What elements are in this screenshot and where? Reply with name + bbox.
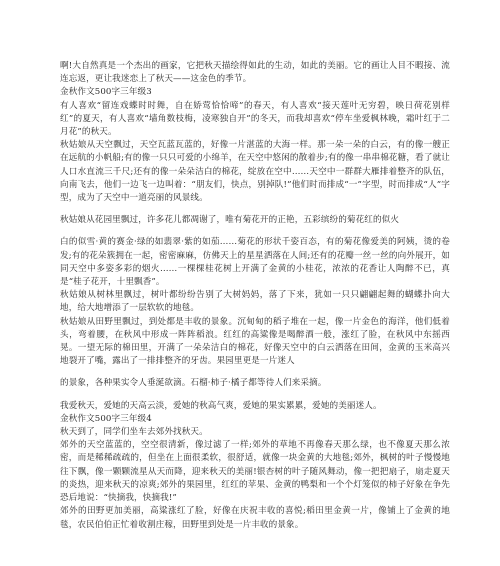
spacer [60, 368, 450, 377]
paragraph-3-7: 的景象，各种果实令人垂涎欲滴。石榴·柿子·橘子都等待人们来采摘。 [60, 378, 327, 389]
paragraph-3-4: 白的似雪·黄的赛金·绿的如翡翠·紫的如茄……菊花的形状千姿百态，有的菊花像爱美的阿姨，烫的卷发;有的花朵簇拥在一起，密密麻麻，仿佛天上的星星洒落在人间;还有的花瓣一丝一丝的向外展开，如同天空中多姿多彩的烟火……一棵棵桂花树上开满了金黄的小桂花，浓浓的花香让人陶醉不已，真是“桂子花开，十里飘香”。 [60, 237, 450, 288]
spacer [60, 391, 450, 400]
paragraph-3-8: 我爱秋天，爱她的天高云淡，爱她的秋高气爽，爱她的果实累累，爱她的美丽迷人。 [60, 400, 382, 411]
paragraph-4-3: 郊外的田野更加美丽，高粱涨红了脸，好像在庆祝丰收的喜悦;稻田里金黄一片，像铺上了金黄的地毯，农民伯伯正忙着收割庄稼，田野里到处是一片丰收的景象。 [60, 506, 450, 530]
essay-title-4: 金秋作文500字三年级4 [60, 413, 152, 424]
paragraph-4-1: 秋天到了，同学们坐车去郊外找秋天。 [60, 427, 208, 438]
paragraph-3-6: 秋姑娘从田野里飘过，到处都是丰收的景象。沉甸甸的稻子堆在一起，像一片金色的海洋，他们低着头，弯着腰，在秋风中形成一阵阵稻浪。红红的高粱像是喝醉酒一般，涨红了脸，在秋风中东摇西晃。一望无际的棉田里，开满了一朵朵洁白的棉花，好像天空中的白云洒落在田间，金黄的玉米高兴地裂开了嘴，露出了一排排整齐的牙齿。果园里更是一片迷人 [60, 316, 450, 367]
spacer [60, 227, 450, 236]
paragraph-3-3: 秋姑娘从花园里飘过，许多花儿都凋谢了，唯有菊花开的正艳，五彩缤纷的菊花红的似火 [60, 215, 400, 226]
paragraph-4-2: 郊外的天空蓝蓝的，空空很清新，像过滤了一样;郊外的草地不再像春天那么绿，也不像夏天那么浓密，而是稀稀疏疏的，但坐在上面很柔软，很舒适，就像一块金黄的大地毯;郊外，枫树的叶子慢慢地往下飘，像一颗颗流星从天而降，迎来秋天的美丽!银杏树的叶子随风舞动，像一把把扇子，扇走夏天的炎热，迎来秋天的凉爽;郊外的果园里，红红的苹果、金黄的鸭梨和一个个灯笼似的柿子好象在争先恐后地说：“快摘我，快摘我!” [60, 440, 450, 504]
spacer [60, 205, 450, 214]
document-page [60, 60, 450, 532]
paragraph-3-1: 有人喜欢“留连戏蝶时时舞，自在娇莺恰恰啼”的春天，有人喜欢“接天莲叶无穷碧，映日荷花别样红”的夏天，有人喜欢“墙角数枝梅，凌寒独自开”的冬天，而我却喜欢“停车坐爱枫林晚，霜叶红于二月花”的秋天。 [60, 100, 450, 138]
intro-paragraph: 啊!大自然真是一个杰出的画家，它把秋天描绘得如此的生动，如此的美丽。它的画让人目不暇接、流连忘返，更让我迷恋上了秋天——这金色的季节。 [60, 61, 450, 85]
paragraph-3-5: 秋姑娘从树林里飘过，树叶都纷纷告别了大树妈妈，落了下来，犹如一只只翩翩起舞的蝴蝶扑向大地，给大地增添了一层软软的地毯。 [60, 290, 450, 314]
essay-title-3: 金秋作文500字三年级3 [60, 87, 152, 98]
paragraph-3-2: 秋姑娘从天空飘过，天空瓦蓝瓦蓝的，好像一片湛蓝的大海一样。那一朵一朵的白云，有的像一艘正在远航的小帆船;有的像一只只可爱的小绵羊，在天空中悠闲的散着步;有的像一串串棉花糖，看了就让人口水直流三千尺;还有的像一朵朵洁白的棉花，绽放在空中……天空中一群群大雁排着整齐的队伍，向南飞去，他们一边飞一边叫着：“朋友们，快点，别掉队!”他们时而排成“一”字型，时而排成“人”字型，成为了天空中一道亮丽的风景线。 [60, 140, 450, 204]
